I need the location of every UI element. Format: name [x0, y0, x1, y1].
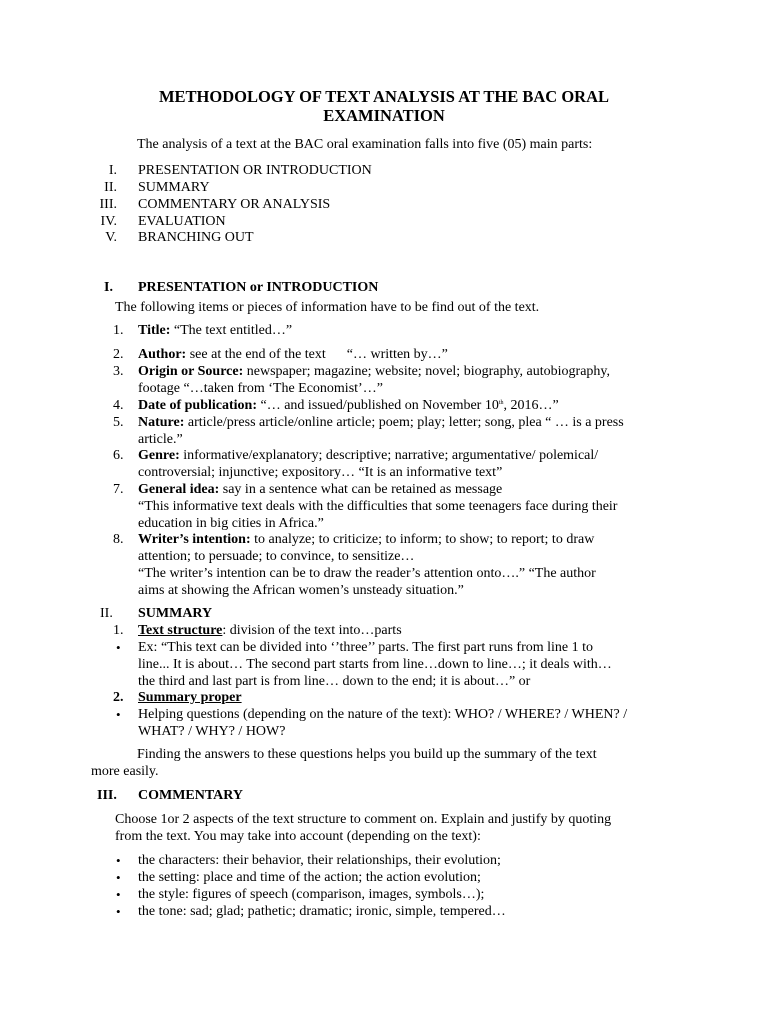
- list-item: [138, 481, 502, 498]
- item-text: “This informative text deals with the difficulties that some teenagers face during their: [138, 499, 618, 514]
- list-item: [138, 363, 610, 380]
- item-label: Writer’s intention:: [138, 532, 251, 547]
- list-item: [138, 397, 559, 414]
- item-number: 7.: [113, 482, 124, 497]
- bullet-text: the characters: their behavior, their relationships, their evolution;: [138, 853, 501, 868]
- bullet-text: Helping questions (depending on the nature of the text): WHO? / WHERE? / WHEN? /: [138, 707, 628, 722]
- part-number: V.: [105, 230, 117, 245]
- section-number: I.: [104, 280, 113, 295]
- bullet-text: the style: figures of speech (comparison, images, symbols…);: [138, 887, 485, 902]
- item-text: “… and issued/published on November 10: [257, 398, 499, 413]
- document-title-line-1: METHODOLOGY OF TEXT ANALYSIS AT THE BAC ORAL: [158, 87, 610, 106]
- bullet-text: the setting: place and time of the action; the action evolution;: [138, 870, 481, 885]
- superscript: th: [498, 400, 504, 406]
- item-text: say in a sentence what can be retained as message: [219, 482, 503, 497]
- item-text: : division of the text into…parts: [222, 623, 402, 638]
- item-label: Date of publication:: [138, 398, 257, 413]
- item-label: Origin or Source:: [138, 364, 244, 379]
- list-item: [138, 622, 402, 639]
- part-label: SUMMARY: [138, 180, 210, 195]
- document-title-line-2: EXAMINATION: [323, 106, 445, 125]
- bullet-text: the third and last part is from line… down to the end; it is about…” or: [138, 674, 531, 689]
- bullet: •: [116, 853, 121, 868]
- part-label: COMMENTARY OR ANALYSIS: [138, 197, 331, 212]
- item-number: 5.: [113, 415, 124, 430]
- item-label: Text structure: [138, 623, 223, 638]
- item-text: footage “…taken from ‘The Economist’…”: [138, 381, 383, 396]
- item-text: article.”: [138, 432, 183, 447]
- section-lead: The following items or pieces of information have to be find out of the text.: [115, 300, 540, 315]
- item-label: Author:: [138, 347, 187, 362]
- item-text: see at the end of the text “… written by…”: [186, 347, 448, 362]
- list-item: [138, 447, 598, 464]
- item-text: controversial; injunctive; expository… “It is an informative text”: [138, 465, 503, 480]
- item-number: 4.: [113, 398, 124, 413]
- part-number: III.: [99, 197, 117, 212]
- section-number: III.: [97, 788, 117, 803]
- bullet: •: [116, 887, 121, 902]
- list-item: [138, 322, 292, 339]
- section-number: II.: [100, 606, 113, 621]
- intro-text: The analysis of a text at the BAC oral examination falls into five (05) main parts:: [137, 137, 593, 152]
- item-text: aims at showing the African women’s unsteady situation.”: [138, 583, 464, 598]
- item-text: “The text entitled…”: [170, 323, 293, 338]
- bullet-text: Ex: “This text can be divided into ‘’three’’ parts. The first part runs from line 1 to: [138, 640, 593, 655]
- item-number: 6.: [113, 448, 124, 463]
- paragraph-text: from the text. You may take into account (depending on the text):: [115, 829, 481, 844]
- bullet: •: [116, 870, 121, 885]
- item-number: 2.: [113, 690, 124, 705]
- bullet-text: line... It is about… The second part starts from line…down to line…; it deals with…: [138, 657, 612, 672]
- list-item: [138, 531, 594, 548]
- item-text: to analyze; to criticize; to inform; to show; to report; to draw: [250, 532, 595, 547]
- part-number: II.: [104, 180, 117, 195]
- paragraph-text: Choose 1or 2 aspects of the text structure to comment on. Explain and justify by quoting: [115, 812, 612, 827]
- item-text: education in big cities in Africa.”: [138, 516, 324, 531]
- part-number: IV.: [100, 214, 117, 229]
- item-label: Nature:: [138, 415, 185, 430]
- item-number: 3.: [113, 364, 124, 379]
- list-item: [138, 414, 624, 431]
- item-text: newspaper; magazine; website; novel; biography, autobiography,: [243, 364, 611, 379]
- part-label: BRANCHING OUT: [138, 230, 254, 245]
- item-text: attention; to persuade; to convince, to sensitize…: [138, 549, 415, 564]
- item-text: article/press article/online article; poem; play; letter; song, plea “ … is a press: [184, 415, 624, 430]
- item-label: Title:: [138, 323, 171, 338]
- part-label: EVALUATION: [138, 214, 226, 229]
- part-label: PRESENTATION OR INTRODUCTION: [138, 163, 372, 178]
- item-text: “The writer’s intention can be to draw the reader’s attention onto….” “The author: [138, 566, 596, 581]
- item-number: 1.: [113, 323, 124, 338]
- item-number: 8.: [113, 532, 124, 547]
- item-label: General idea:: [138, 482, 220, 497]
- item-number: 1.: [113, 623, 124, 638]
- item-label: Genre:: [138, 448, 180, 463]
- section-heading: PRESENTATION or INTRODUCTION: [138, 280, 379, 295]
- part-number: I.: [108, 163, 117, 178]
- section-heading: COMMENTARY: [138, 788, 244, 803]
- bullet-text: the tone: sad; glad; pathetic; dramatic; ironic, simple, tempered…: [138, 904, 506, 919]
- bullet-text: WHAT? / WHY? / HOW?: [138, 724, 286, 739]
- bullet: •: [116, 707, 121, 722]
- bullet: •: [116, 904, 121, 919]
- item-text: , 2016…”: [503, 398, 559, 413]
- section-heading: SUMMARY: [138, 606, 213, 621]
- paragraph-text: Finding the answers to these questions helps you build up the summary of the text: [137, 747, 597, 762]
- item-label: Summary proper: [138, 690, 242, 705]
- item-text: informative/explanatory; descriptive; narrative; argumentative/ polemical/: [179, 448, 599, 463]
- list-item: [138, 346, 448, 363]
- bullet: •: [116, 640, 121, 655]
- item-number: 2.: [113, 347, 124, 362]
- paragraph-text: more easily.: [91, 764, 159, 779]
